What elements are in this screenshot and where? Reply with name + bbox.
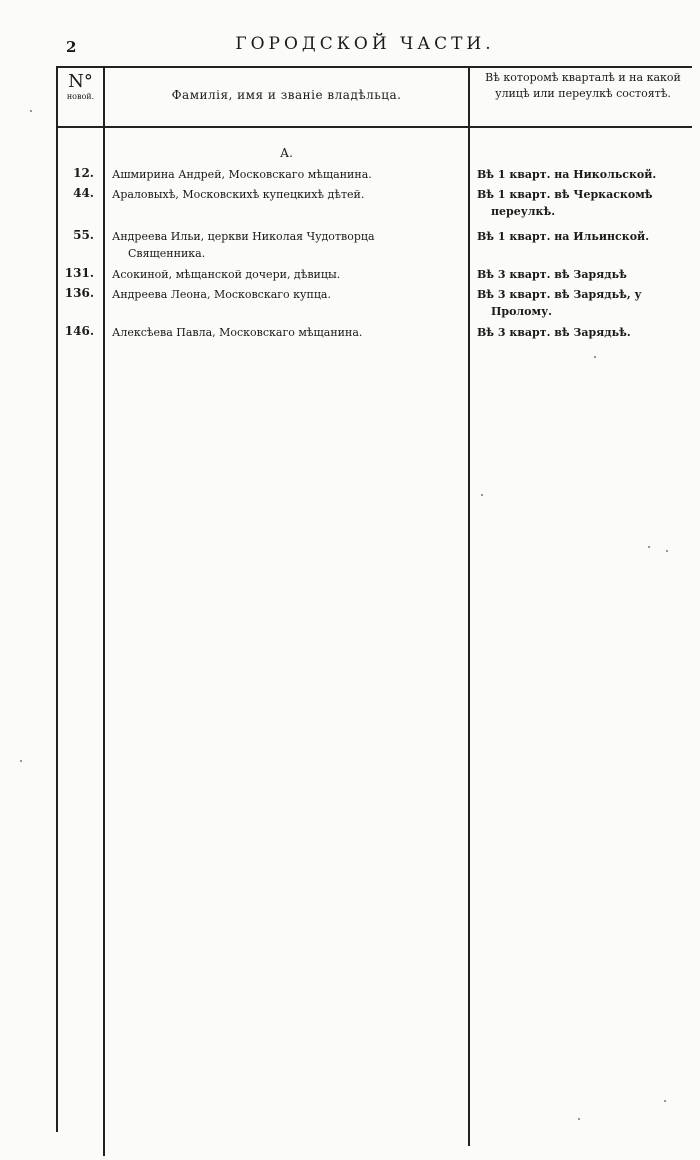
owner-text: Андреева Леона, Московскаго купца. [112, 288, 331, 301]
column-header-number [58, 72, 103, 102]
table-header-rule [56, 126, 692, 128]
paper-speck [20, 760, 22, 762]
entry-location [477, 286, 695, 320]
column-header-location: Вѣ которомѣ кварталѣ и на какой улицѣ или переулкѣ состоятѣ. [485, 71, 681, 100]
entry-number: 55. [73, 228, 94, 242]
location-text: Вѣ 1 кварт. на Никольской. [477, 168, 657, 181]
entry-location [477, 266, 695, 283]
paper-speck [30, 110, 32, 112]
entry-owner [112, 228, 466, 262]
location-text: Вѣ 1 кварт. на Ильинской. [477, 230, 650, 243]
entry-number: 12. [73, 166, 94, 180]
running-head: ГОРОДСКОЙ ЧАСТИ. [235, 34, 495, 54]
entry-number: 146. [64, 324, 94, 338]
owner-text: Андреева Ильи, церкви Николая Чудотворца [112, 230, 375, 243]
entry-owner [112, 186, 466, 203]
entry-number: 44. [73, 186, 94, 200]
paper-speck [594, 356, 596, 358]
entry-location [477, 228, 695, 245]
location-text: Вѣ 3 кварт. вѣ Зарядьѣ, у [477, 288, 642, 301]
entry-number: 136. [64, 286, 94, 300]
entry-owner [112, 166, 466, 183]
paper-speck [648, 546, 650, 548]
location-text: Вѣ 3 кварт. вѣ Зарядьѣ. [477, 326, 631, 339]
paper-speck [578, 1118, 580, 1120]
entry-location [477, 186, 695, 220]
section-letter: А. [280, 146, 293, 160]
number-symbol: N° [68, 71, 93, 92]
entry-location [477, 166, 695, 183]
number-subheading: новой. [66, 92, 95, 101]
owner-continuation: Священника. [128, 247, 206, 260]
entry-number: 131. [64, 266, 94, 280]
owner-text: Ашмирина Андрей, Московскаго мѣщанина. [112, 168, 372, 181]
owner-text: Асокиной, мѣщанской дочери, дѣвицы. [112, 268, 341, 281]
location-continuation: переулкѣ. [491, 205, 556, 218]
location-text: Вѣ 3 кварт. вѣ Зарядьѣ [477, 268, 627, 281]
paper-speck [664, 1100, 666, 1102]
table-top-rule [56, 66, 692, 68]
location-continuation: Пролому. [491, 305, 552, 318]
entry-owner [112, 324, 466, 341]
entry-location [477, 324, 695, 341]
paper-speck [666, 550, 668, 552]
entry-owner [112, 266, 466, 283]
location-text: Вѣ 1 кварт. вѣ Черкаскомѣ [477, 188, 653, 201]
location-column-divider [468, 66, 470, 1146]
page-number: 2 [66, 38, 77, 56]
entry-owner [112, 286, 466, 303]
owner-text: Алексѣева Павла, Московскаго мѣщанина. [112, 326, 363, 339]
table-left-border [56, 66, 58, 1132]
paper-speck [481, 494, 483, 496]
column-header-owner: Фамилія, имя и званіе владѣльца. [171, 88, 402, 102]
owner-text: Араловыхѣ, Московскихѣ купецкихѣ дѣтей. [112, 188, 365, 201]
number-column-divider [103, 66, 105, 1156]
